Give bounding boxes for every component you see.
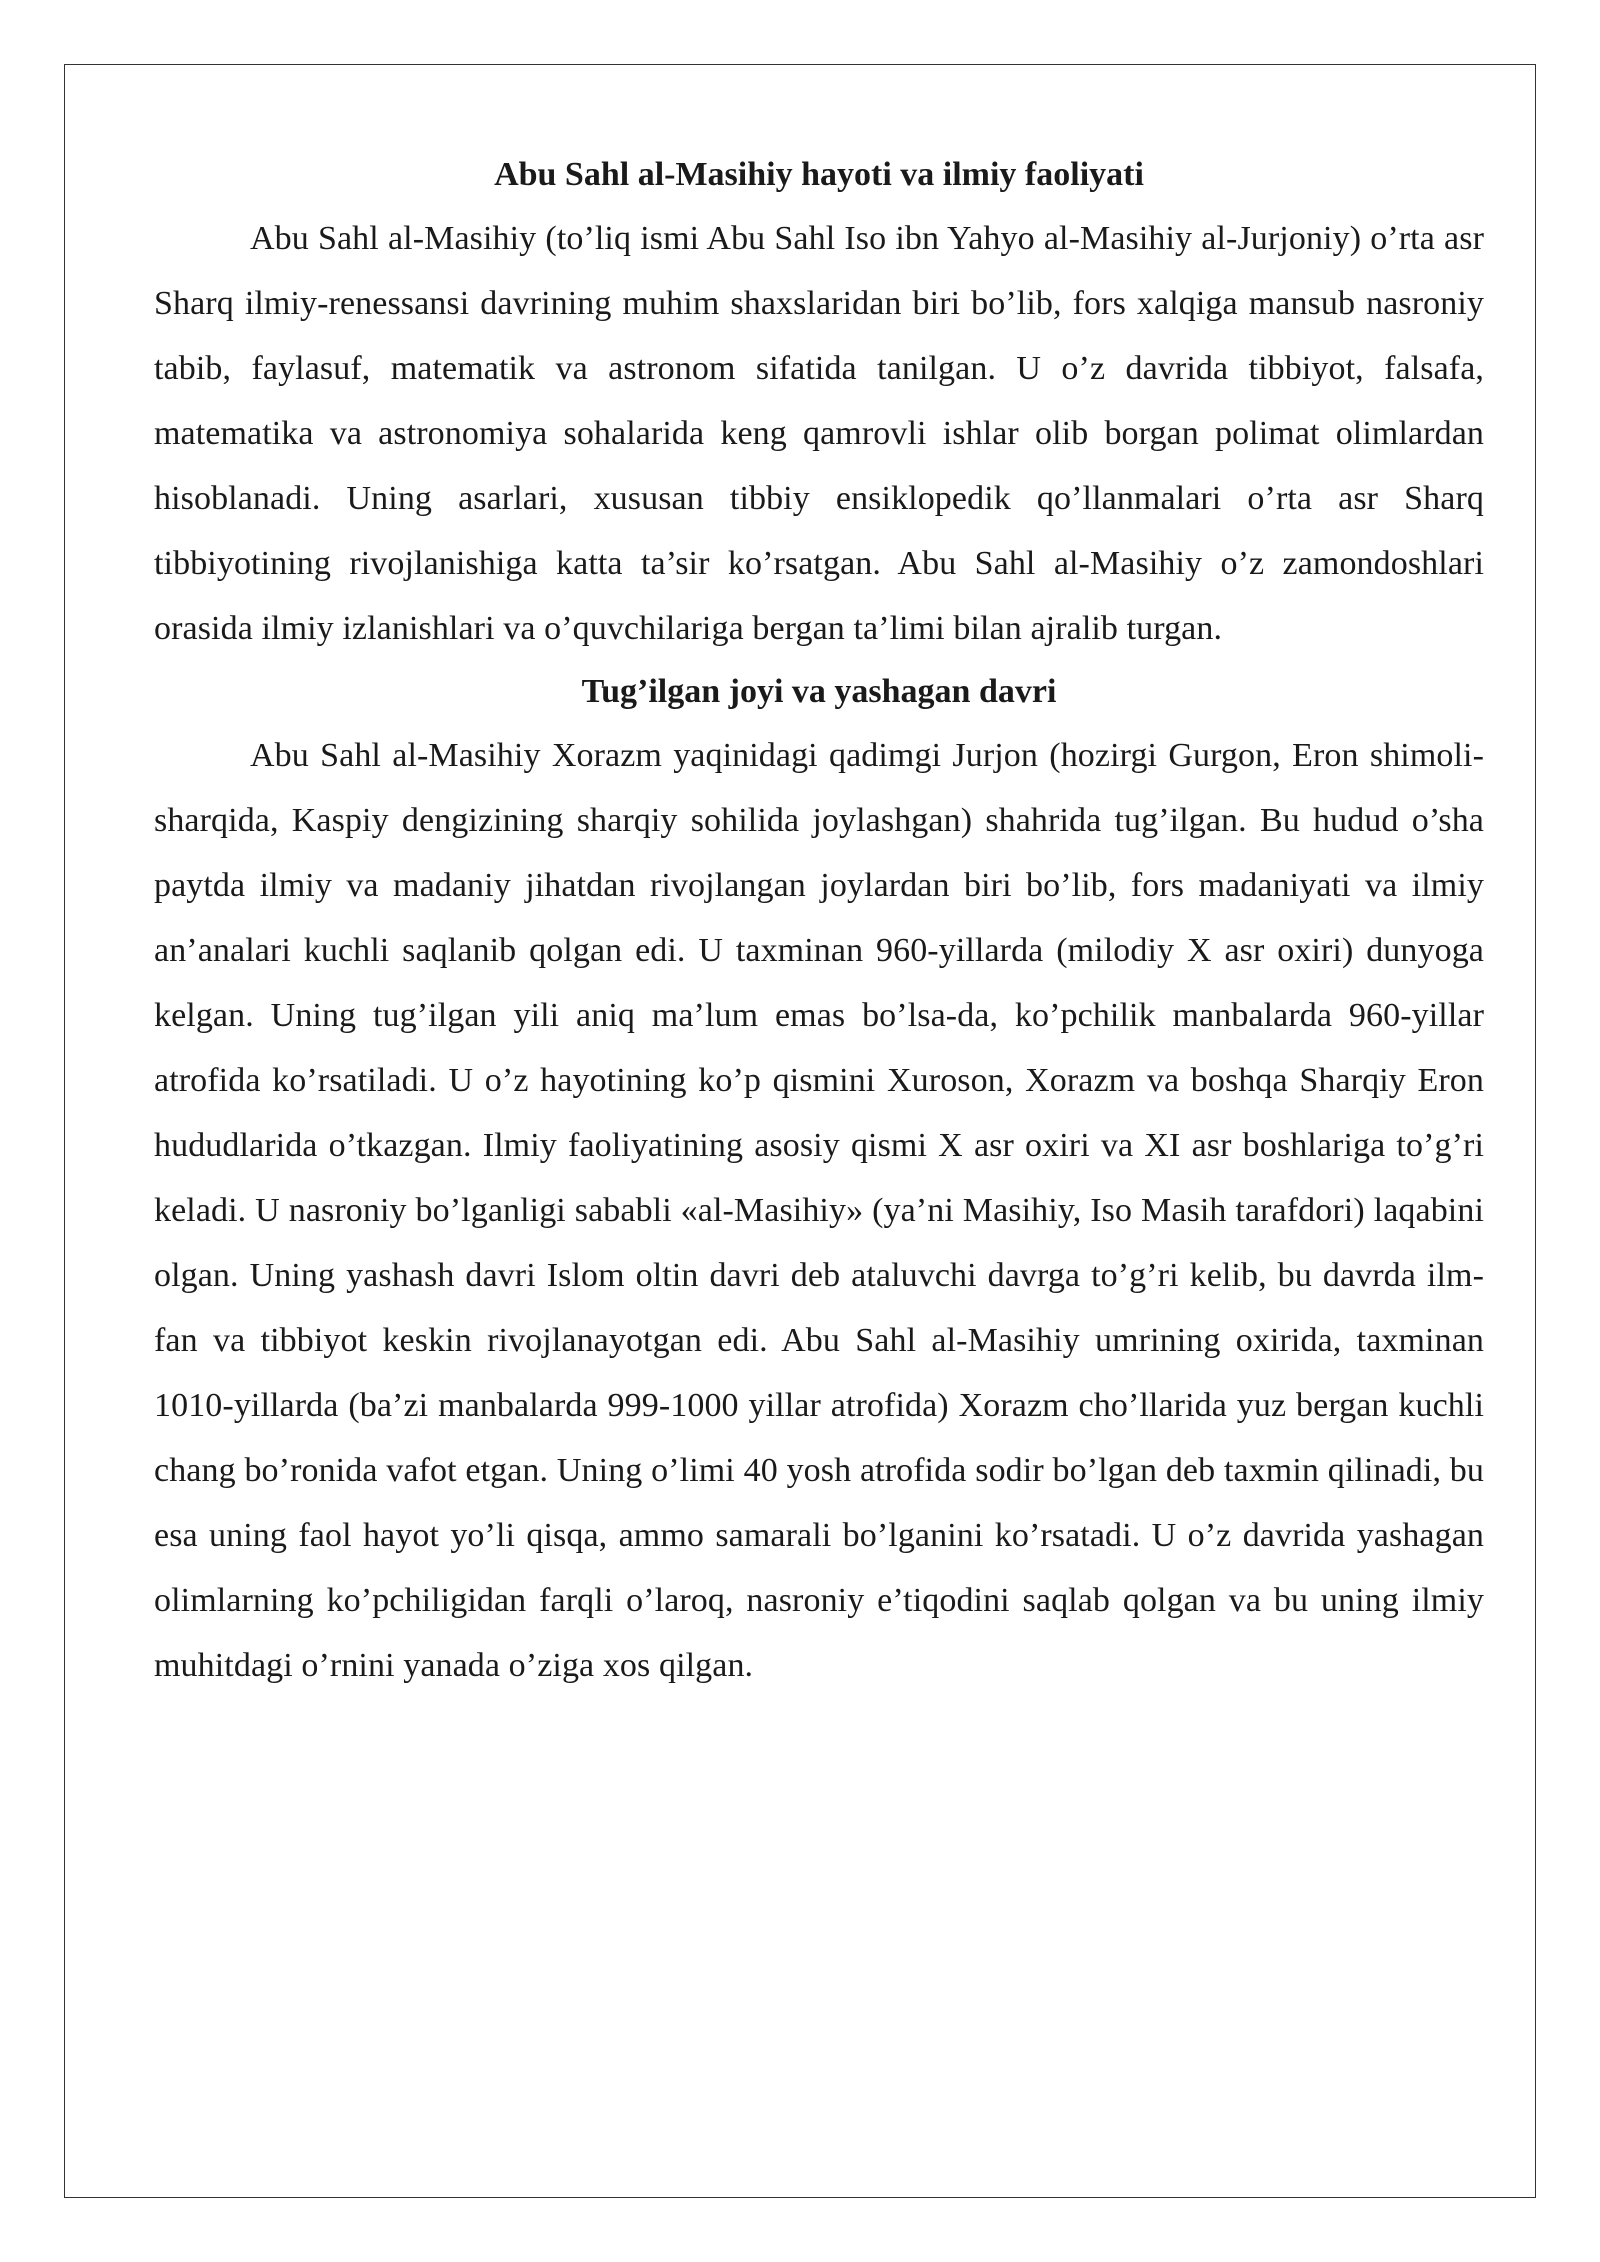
paragraph-birthplace: Abu Sahl al-Masihiy Xorazm yaqinidagi qadimgi Jurjon (hozirgi Gurgon, Eron shimoli-sharqida, Kaspiy dengizining sharqiy sohilida joylashgan) shahrida tug’ilgan. Bu hudud o’sha paytda ilmiy va madaniy jihatdan rivojlangan joylardan biri bo’lib, fors madaniyati va ilmiy an’analari kuchli saqlanib qolgan edi. U taxminan 960-yillarda (milodiy X asr oxiri) dunyoga kelgan. Uning tug’ilgan yili aniq ma’lum emas bo’lsa-da, ko’pchilik manbalarda 960-yillar atrofida ko’rsatiladi. U o’z hayotining ko’p qismini Xuroson, Xorazm va boshqa Sharqiy Eron hududlarida o’tkazgan. Ilmiy faoliyatining asosiy qismi X asr oxiri va XI asr boshlariga to’g’ri keladi. U nasroniy bo’lganligi sababli «al-Masihiy» (ya’ni Masihiy, Iso Masih tarafdori) laqabini olgan. Uning yashash davri Islom oltin davri deb ataluvchi davrga to’g’ri kelib, bu davrda ilm-fan va tibbiyot keskin rivojlanayotgan edi. Abu Sahl al-Masihiy umrining oxirida, taxminan 1010-yillarda (ba’zi manbalarda 999-1000 yillar atrofida) Xorazm cho’llarida yuz bergan kuchli chang bo’ronida vafot etgan. Uning o’limi 40 yosh atrofida sodir bo’lgan deb taxmin qilinadi, bu esa uning faol hayot yo’li qisqa, ammo samarali bo’lganini ko’rsatadi. U o’z davrida yashagan olimlarning ko’pchiligidan farqli o’laroq, nasroniy e’tiqodini saqlab qolgan va bu uning ilmiy muhitdagi o’rnini yanada o’ziga xos qilgan. (154, 737, 1484, 1684)
section-heading-biography: Abu Sahl al-Masihiy hayoti va ilmiy faoliyati (494, 156, 1144, 193)
paragraph-biography: Abu Sahl al-Masihiy (to’liq ismi Abu Sahl Iso ibn Yahyo al-Masihiy al-Jurjoniy) o’rta asr Sharq ilmiy-renessansi davrining muhim shaxslaridan biri bo’lib, fors xalqiga mansub nasroniy tabib, faylasuf, matematik va astronom sifatida tanilgan. U o’z davrida tibbiyot, falsafa, matematika va astronomiya sohalarida keng qamrovli ishlar olib borgan polimat olimlardan hisoblanadi. Uning asarlari, xususan tibbiy ensiklopedik qo’llanmalari o’rta asr Sharq tibbiyotining rivojlanishiga katta ta’sir ko’rsatgan. Abu Sahl al-Masihiy o’z zamondoshlari orasida ilmiy izlanishlari va o’quvchilariga bergan ta’limi bilan ajralib turgan. (154, 220, 1484, 647)
section-heading-birthplace: Tug’ilgan joyi va yashagan davri (581, 673, 1057, 710)
document-body (154, 150, 1484, 1698)
